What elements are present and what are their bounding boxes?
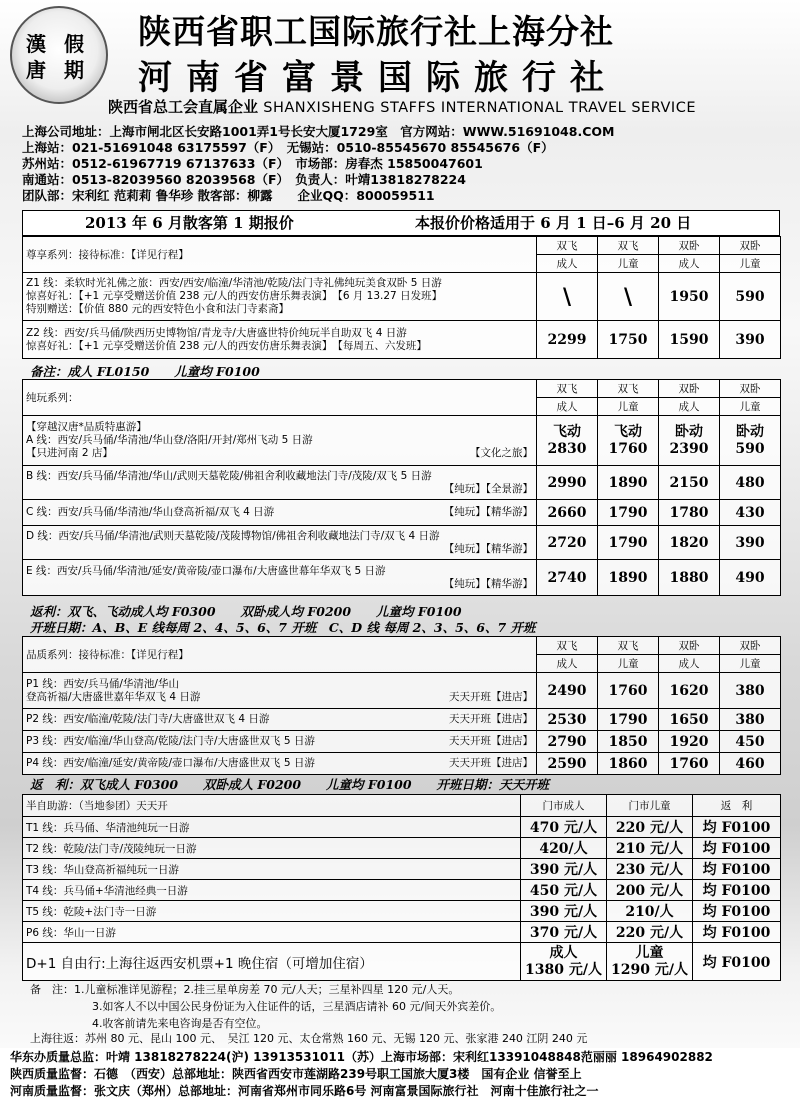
col-subheader: 成人 [537,655,598,673]
logo-char: 唐 [26,58,46,82]
route-text: P2 线：西安/临潼/乾陵/法门寺/大唐盛世双飞 4 日游 [26,713,270,725]
price-cell: 1780 [659,500,720,526]
pinzhi-note: 返 利：双飞成人 F0300 双卧成人 F0200 儿童均 F0100 开班日期：天天开班 [30,777,550,792]
route-cell [23,416,537,466]
rebate-cell: 均 F0100 [693,817,781,838]
route-text: P4 线：西安/临潼/延安/黄帝陵/壶口瀑布/大唐盛世双飞 5 日游 [26,757,315,769]
price-cell: 1880 [659,560,720,596]
route-line: Z2 线：西安/兵马俑/陕西历史博物馆/青龙寺/大唐盛世特价纯玩半自助双飞 4 日游 [26,326,407,339]
route-line [26,713,533,726]
route-tag: 天天开班【进店】 [449,690,533,703]
col-header: 双卧 [720,637,781,655]
route-cell [23,709,537,731]
col-header: 双飞 [537,380,598,398]
shuttle-prices: 上海往返：苏州 80 元、昆山 100 元、 吴江 120 元、太仓常熟 160 元、无锡 120 元、张家港 240 江阴 240 元 [30,1032,588,1045]
chunwan-rebate-note: 返利：双飞、飞动成人均 F0300 双卧成人均 F0200 儿童均 F0100 [30,604,462,619]
col-header: 返 利 [693,795,781,817]
col-subheader: 成人 [659,398,720,416]
table-row [23,838,781,859]
price-cell [607,943,693,981]
price-cell: 1890 [598,560,659,596]
company-subtitle [108,96,696,117]
table-row [23,321,781,359]
table-row [23,922,781,943]
price-cell: 1920 [659,731,720,753]
price-cell: 1790 [598,526,659,560]
price-cell: 390 元/人 [521,859,607,880]
route-line: 特别赠送：【价值 880 元的西安特色小食和法门寺素斋】 [26,303,289,315]
rebate-cell: 均 F0100 [693,901,781,922]
price-cell: 2790 [537,731,598,753]
banzizhu-table [22,794,781,981]
chunwan-schedule-note: 开班日期：A、B、E 线每周 2、4、5、6、7 开班 C、D 线 每周 2、3、5、6、7 开班 [30,620,536,635]
footer-line: 河南质量监督：张文庆（郑州）总部地址：河南省郑州市同乐路6号 河南富景国际旅行社 河南十佳旅行社之一 [10,1084,599,1098]
route-tag: 天天开班【进店】 [449,713,533,725]
company-title-2: 河南省富景国际旅行社 [138,58,618,98]
price-cell: 200 元/人 [607,880,693,901]
route-cell: T1 线：兵马俑、华清池纯玩一日游 [23,817,521,838]
rebate-cell: 均 F0100 [693,943,781,981]
route-cell [23,560,537,596]
route-line [26,691,533,704]
route-tag: 【纯玩】【精华游】 [443,542,533,555]
price-title-bar [22,210,780,236]
table-row [23,273,781,321]
route-cell: T5 线：乾陵+法门寺一日游 [23,901,521,922]
table-row [23,901,781,922]
remark-line: 3.如客人不以中国公民身份证为入住证件的话，三星酒店请补 60 元/间天外宾差价。 [92,1000,502,1013]
col-header: 双飞 [537,637,598,655]
price-cell: 390 [720,321,781,359]
price-cell: 2490 [537,673,598,709]
route-line: 【穿越汉唐*品质特惠游】 [26,421,147,433]
table-row [23,943,781,981]
contact-line: 团队部：宋利红 范莉莉 鲁华珍 散客部：柳露 企业QQ：800059511 [22,188,435,203]
price-cell: 1650 [659,709,720,731]
price-cell: 480 [720,466,781,500]
col-header: 双飞 [598,380,659,398]
col-subheader: 成人 [659,655,720,673]
col-subheader: 儿童 [598,655,659,673]
table-row [23,526,781,560]
price-cell: 220 元/人 [607,922,693,943]
table-row [23,500,781,526]
price-cell: 1850 [598,731,659,753]
price-cell: 2150 [659,466,720,500]
price-cell: 2590 [537,753,598,775]
price-cell: 430 [720,500,781,526]
price-cell: 1590 [659,321,720,359]
price-cell: 370 元/人 [521,922,607,943]
price-cell: 380 [720,673,781,709]
price-cell: 2990 [537,466,598,500]
route-cell [23,321,537,359]
price-cell: 2299 [537,321,598,359]
table-row [23,416,781,466]
route-cell: T2 线：乾陵/法门寺/茂陵纯玩一日游 [23,838,521,859]
route-cell [23,500,537,526]
route-tag: 【纯玩】【全景游】 [443,482,533,495]
price-cell: 490 [720,560,781,596]
subtitle-cn: 陕西省总工会直属企业 [108,98,259,116]
price-period-title: 2013 年 6 月散客第 1 期报价 [85,214,294,232]
mode-label: 飞动 [614,424,642,440]
route-cell [23,731,537,753]
col-subheader: 儿童 [720,255,781,273]
logo-char: 期 [64,58,84,82]
price-cell: \ [537,273,598,321]
table-row [23,880,781,901]
price-cell: 1820 [659,526,720,560]
price-validity: 本报价价格适用于 6 月 1 日–6 月 20 日 [415,214,692,232]
footer-line: 陕西质量监督：石德 （西安）总部地址：陕西省西安市莲湖路239号职工国旅大厦3楼 国有企业 信誉至上 [10,1067,582,1081]
col-header: 门市儿童 [607,795,693,817]
col-header: 双飞 [598,637,659,655]
price-value: 590 [735,441,765,457]
zunxiang-table [22,236,781,359]
price-value: 1380 元/人 [525,961,602,978]
col-subheader: 儿童 [598,255,659,273]
route-line: D 线：西安/兵马俑/华清池/武则天墓乾陵/茂陵博物馆/佛祖舍利收藏地法门寺/双飞 4 日游 [26,529,440,542]
route-text: C 线：西安/兵马俑/华清池/华山登高祈福/双飞 4 日游 [26,506,275,518]
price-cell: 460 [720,753,781,775]
price-cell [659,416,720,466]
table-row [23,560,781,596]
price-cell: 2740 [537,560,598,596]
table-row [23,709,781,731]
chunwan-table [22,379,781,596]
route-line: 惊喜好礼：【+1 元享受赠送价值 238 元/人的西安仿唐乐舞表演】 【每周五、六发班】 [26,339,427,352]
route-line [26,757,533,770]
col-header: 双飞 [537,237,598,255]
price-value: 2390 [669,441,709,457]
price-cell: 1760 [598,673,659,709]
price-cell: 230 元/人 [607,859,693,880]
price-cell: 390 [720,526,781,560]
col-header: 双卧 [659,380,720,398]
rebate-cell: 均 F0100 [693,859,781,880]
price-cell: 1790 [598,709,659,731]
price-cell: 2530 [537,709,598,731]
section-name: 纯玩系列： [23,380,537,416]
col-header: 双飞 [598,237,659,255]
mode-label: 飞动 [553,424,581,440]
rebate-cell: 均 F0100 [693,838,781,859]
company-title-1: 陕西省职工国际旅行社上海分社 [138,12,614,51]
price-cell: 470 元/人 [521,817,607,838]
price-cell: 210/人 [607,901,693,922]
route-tag: 天天开班【进店】 [449,757,533,769]
price-value: 2830 [547,441,587,457]
price-cell [537,416,598,466]
col-subheader: 儿童 [598,398,659,416]
price-cell: 420/人 [521,838,607,859]
price-value: 1290 元/人 [611,961,688,978]
price-cell: 1950 [659,273,720,321]
price-cell: 1890 [598,466,659,500]
price-cell: 1760 [659,753,720,775]
col-header: 双卧 [659,637,720,655]
col-subheader: 成人 [659,255,720,273]
route-line: E 线：西安/兵马俑/华清池/延安/黄帝陵/壶口瀑布/大唐盛世幕年华双飞 5 日游 [26,564,386,577]
route-note: 【只进河南 2 店】 [26,447,113,459]
remarks [30,981,501,1032]
table-row [23,753,781,775]
section-name: 尊享系列：接待标准：【详见行程】 [23,237,537,273]
price-cell: 1860 [598,753,659,775]
table-row [23,673,781,709]
price-cell: 2660 [537,500,598,526]
route-line: Z1 线：柔软时光礼佛之旅：西安/西安/临潼/华清池/乾陵/法门寺礼佛纯玩美食双卧 5 日游 [26,277,442,289]
contact-line: 上海公司地址：上海市闸北区长安路1001弄1号长安大厦1729室 官方网站：WWW.51691048.COM [22,124,615,139]
route-line: A 线：西安/兵马俑/华清池/华山登/洛阳/开封/郑州飞动 5 日游 [26,434,313,446]
route-tag: 天天开班【进店】 [449,735,533,747]
pinzhi-table [22,636,781,775]
route-tag: 【纯玩】【精华游】 [443,577,533,590]
price-cell: 380 [720,709,781,731]
route-line: B 线：西安/兵马俑/华清池/华山/武则天墓乾陵/佛祖舍利收藏地法门寺/茂陵/双飞 5 日游 [26,469,432,482]
contact-line: 苏州站：0512-61967719 67137633（F） 市场部：房春杰 15850047601 [22,156,483,171]
price-cell: 220 元/人 [607,817,693,838]
logo-char: 漢 [26,32,46,56]
price-label: 成人 [549,944,578,961]
route-line: P1 线：西安/兵马俑/华清池/华山 [26,677,179,690]
rebate-cell: 均 F0100 [693,880,781,901]
table-row [23,817,781,838]
contact-line: 南通站：0513-82039560 82039568（F） 负责人：叶靖13818278224 [22,172,466,187]
route-line [26,506,533,519]
price-cell: \ [598,273,659,321]
route-cell [23,673,537,709]
route-line [26,447,533,460]
route-cell [23,526,537,560]
route-cell: T3 线：华山登高祈福纯玩一日游 [23,859,521,880]
route-tag: 【纯玩】【精华游】 [443,506,533,518]
footer [0,1048,800,1100]
price-cell [720,416,781,466]
mode-label: 卧动 [736,424,764,440]
route-tag: 【文化之旅】 [470,447,533,459]
route-cell: T4 线：兵马俑+华清池经典一日游 [23,880,521,901]
route-text: P3 线：西安/临潼/华山登高/乾陵/法门寺/大唐盛世双飞 5 日游 [26,735,315,747]
col-subheader: 儿童 [720,398,781,416]
mode-label: 卧动 [675,424,703,440]
route-line [26,735,533,748]
col-subheader: 成人 [537,398,598,416]
remark-line: 备 注：1.儿童标准详见游程；2.挂三星单房差 70 元/人天；三星补四星 120 元/人天。 [30,983,460,996]
price-cell [521,943,607,981]
table-row [23,731,781,753]
price-label: 儿童 [635,944,664,961]
rebate-cell: 均 F0100 [693,922,781,943]
route-cell: P6 线：华山一日游 [23,922,521,943]
section-name: 品质系列：接待标准：【详见行程】 [23,637,537,673]
price-cell: 590 [720,273,781,321]
remark-line: 4.收客前请先来电咨询是否有空位。 [92,1017,268,1030]
price-cell: 210 元/人 [607,838,693,859]
route-line: 惊喜好礼：【+1 元享受赠送价值 238 元/人的西安仿唐乐舞表演】 【6 月 13.27 日发班】 [26,290,443,302]
price-cell: 390 元/人 [521,901,607,922]
zunxiang-note: 备注：成人 FL0150 儿童均 F0100 [30,364,260,379]
price-value: 1760 [608,441,648,457]
route-cell [23,466,537,500]
route-text: 登高祈福/大唐盛世嘉年华双飞 4 日游 [26,690,201,703]
table-row [23,466,781,500]
route-cell [23,273,537,321]
price-cell: 1750 [598,321,659,359]
col-header: 双卧 [720,237,781,255]
section-name: 半自助游：（当地参团）天天开 [23,795,521,817]
price-cell: 450 元/人 [521,880,607,901]
col-subheader: 儿童 [720,655,781,673]
route-cell [23,753,537,775]
col-header: 双卧 [720,380,781,398]
logo-char: 假 [64,32,84,56]
price-cell: 450 [720,731,781,753]
col-header: 门市成人 [521,795,607,817]
contact-line: 上海站：021-51691048 63175597（F） 无锡站：0510-85545670 85545676（F） [22,140,554,155]
col-header: 双卧 [659,237,720,255]
col-subheader: 成人 [537,255,598,273]
footer-line: 华东办质量总监：叶靖 13818278224(沪) 13913531011（苏）上海市场部：宋利红13391048848范丽丽 18964902882 [10,1050,713,1064]
company-logo [10,6,108,104]
price-cell: 2720 [537,526,598,560]
price-cell: 1790 [598,500,659,526]
price-cell: 1620 [659,673,720,709]
subtitle-en: SHANXISHENG STAFFS INTERNATIONAL TRAVEL SERVICE [263,100,696,116]
price-cell [598,416,659,466]
route-cell: D+1 自由行:上海往返西安机票+1 晚住宿（可增加住宿） [23,943,521,981]
table-row [23,859,781,880]
